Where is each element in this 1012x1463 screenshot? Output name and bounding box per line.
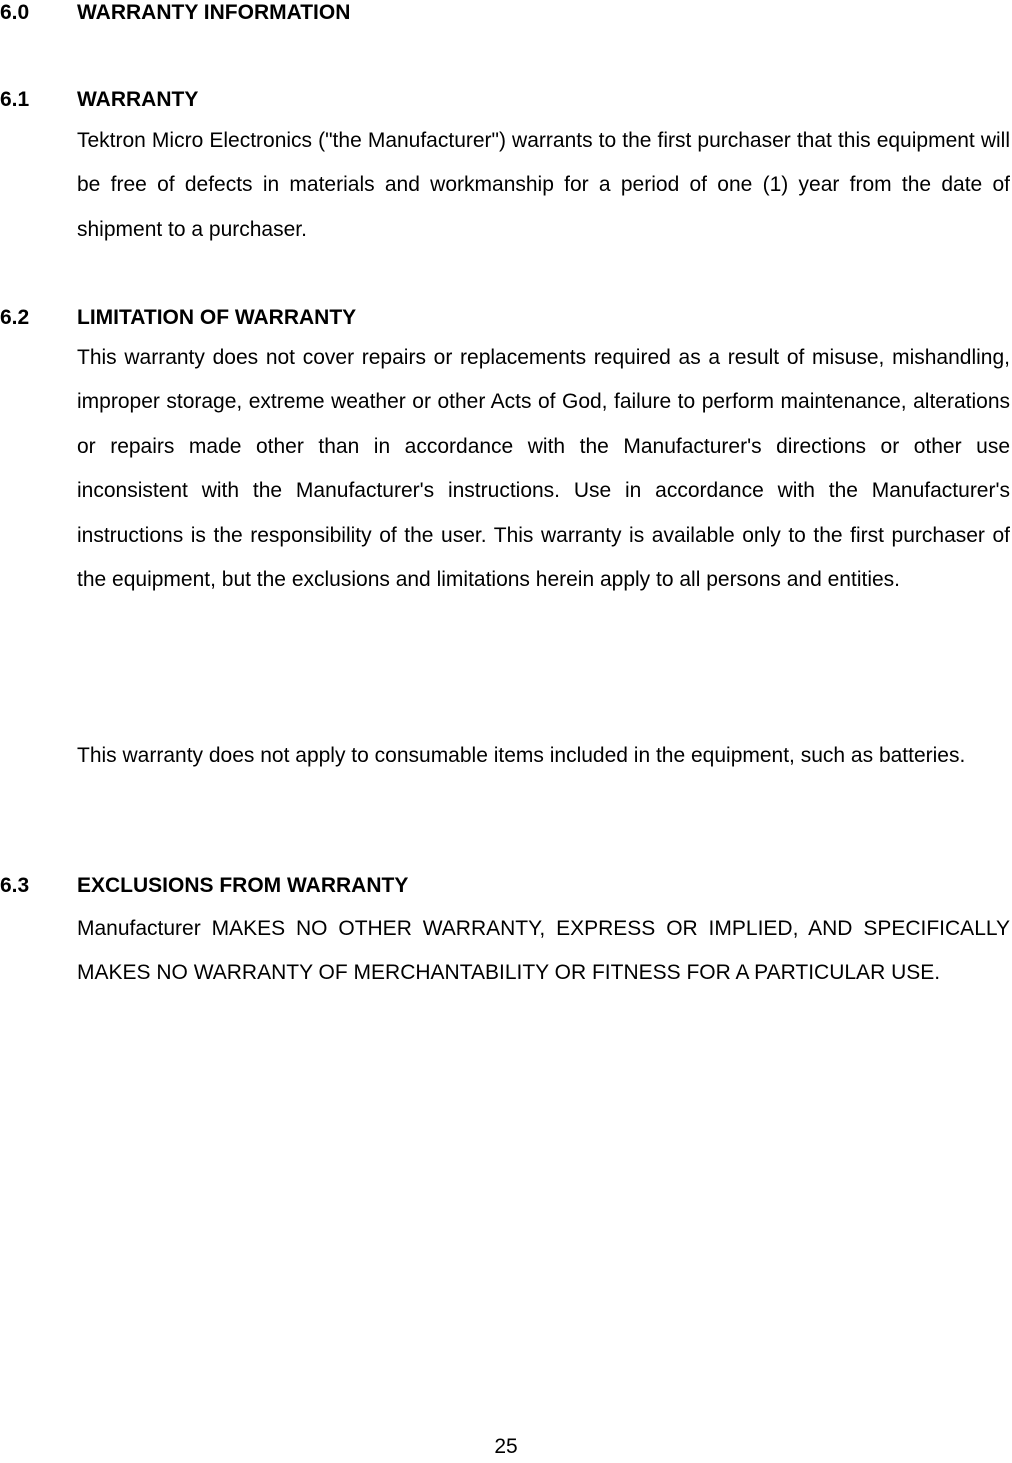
section-title: WARRANTY INFORMATION	[77, 1, 351, 24]
limitation-paragraph: This warranty does not cover repairs or replacements required as a result of misuse, mishandling, improper storage, extreme weather or other Acts of God, failure to perform maintenance, alterations or repairs made other than in accordance with the Manufacturer's directions or other use inconsistent with the Manufacturer's instructions. Use in accordance with the Manufacturer's instructions is the responsibility of the user. This warranty is available only to the first purchaser of the equipment, but the exclusions and limitations herein apply to all persons and entities.	[77, 346, 1010, 592]
subsection-heading-6-1	[0, 87, 198, 113]
subsection-number: 6.2	[0, 306, 30, 329]
subsection-title: LIMITATION OF WARRANTY	[77, 306, 357, 329]
subsection-heading-6-2	[0, 305, 356, 331]
subsection-title: EXCLUSIONS FROM WARRANTY	[77, 874, 409, 897]
subsection-heading-6-3	[0, 873, 408, 899]
subsection-title: WARRANTY	[77, 88, 199, 111]
section-number: 6.0	[0, 1, 30, 24]
section-heading-6-0	[0, 0, 350, 26]
subsection-number: 6.3	[0, 874, 30, 897]
consumables-paragraph: This warranty does not apply to consumable items included in the equipment, such as batteries.	[77, 744, 966, 767]
warranty-paragraph: Tektron Micro Electronics ("the Manufacturer") warrants to the first purchaser that this equipment will be free of defects in materials and workmanship for a period of one (1) year from the date of shipment to a purchaser.	[77, 129, 1010, 241]
subsection-number: 6.1	[0, 88, 30, 111]
page-number: 25	[494, 1435, 518, 1458]
exclusions-paragraph: Manufacturer MAKES NO OTHER WARRANTY, EXPRESS OR IMPLIED, AND SPECIFICALLY MAKES NO WARRANTY OF MERCHANTABILITY OR FITNESS FOR A PARTICULAR USE.	[77, 917, 1010, 985]
